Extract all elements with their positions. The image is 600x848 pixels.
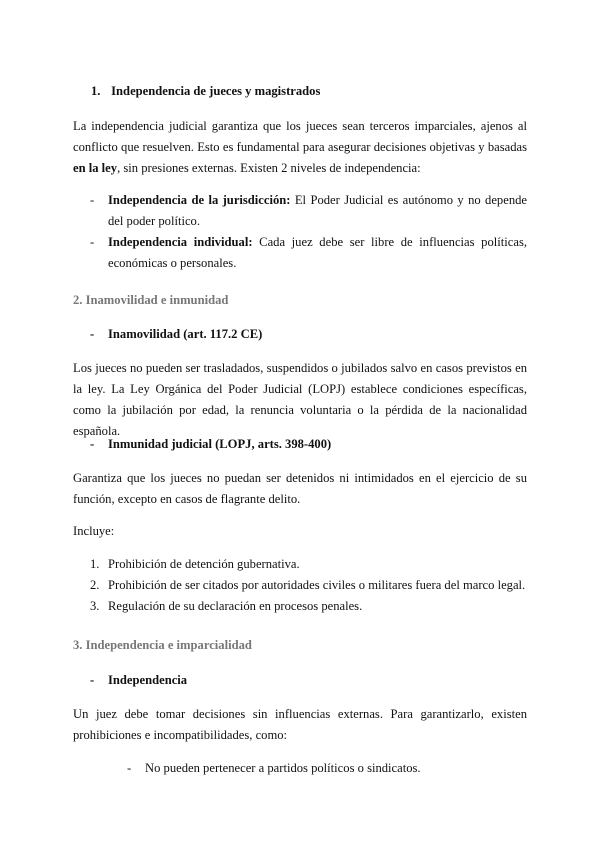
bullet-dash: - xyxy=(90,673,95,687)
bullet-dash: - xyxy=(90,235,95,249)
section-2-heading: 2. Inamovilidad e inmunidad xyxy=(73,293,229,307)
bullet-item-individual xyxy=(90,232,527,274)
section-1-paragraph xyxy=(73,116,527,179)
bullet-dash: - xyxy=(90,437,95,451)
bullet-inmunidad xyxy=(90,434,527,455)
list-number: 1. xyxy=(90,557,100,571)
bullet-label: Inmunidad judicial (LOPJ, arts. 398-400) xyxy=(108,437,332,451)
list-item xyxy=(90,554,527,575)
section-1-title: Independencia de jueces y magistrados xyxy=(111,84,321,98)
paragraph-bold: en la ley xyxy=(73,161,118,175)
list-item xyxy=(90,575,527,596)
list-number: 3. xyxy=(90,599,100,613)
section-1-heading xyxy=(91,81,545,102)
bullet-independencia xyxy=(90,670,527,691)
inmunidad-paragraph: Garantiza que los jueces no puedan ser detenidos ni intimidados en el ejercicio de su función, excepto en casos de flagrante delito. xyxy=(73,471,527,506)
independencia-paragraph: Un juez debe tomar decisiones sin influencias externas. Para garantizarlo, existen prohibiciones e incompatibilidades, como: xyxy=(73,707,527,742)
paragraph-text: , sin presiones externas. Existen 2 niveles de independencia: xyxy=(117,161,421,175)
bullet-dash: - xyxy=(127,761,132,775)
bullet-text: Cada juez debe ser libre de influencias políticas, económicas o personales. xyxy=(108,235,527,270)
list-text: Prohibición de ser citados por autoridades civiles o militares fuera del marco legal. xyxy=(108,578,526,592)
bullet-dash: - xyxy=(90,327,95,341)
bullet-bold: Independencia individual: xyxy=(108,235,253,249)
bullet-text: El Poder Judicial es autónomo y no depende del poder político. xyxy=(108,193,527,228)
section-1-number: 1. xyxy=(91,84,101,98)
bullet-label: Inamovilidad (art. 117.2 CE) xyxy=(108,327,263,341)
list-text: Prohibición de detención gubernativa. xyxy=(108,557,300,571)
list-number: 2. xyxy=(90,578,100,592)
bullet-bold: Independencia de la jurisdicción: xyxy=(108,193,291,207)
section-3-heading: 3. Independencia e imparcialidad xyxy=(73,638,252,652)
list-text: Regulación de su declaración en procesos penales. xyxy=(108,599,363,613)
bullet-dash: - xyxy=(90,193,95,207)
bullet-item-jurisdiccion xyxy=(90,190,527,232)
inamovilidad-paragraph: Los jueces no pueden ser trasladados, suspendidos o jubilados salvo en casos previstos en la ley. La Ley Orgánica del Poder Judicial (LOPJ) establece condiciones específicas, como la jubilación por edad, la renuncia voluntaria o la pérdida de la nacionalidad española. xyxy=(73,361,527,438)
incluye-label: Incluye: xyxy=(73,524,115,538)
bullet-text: No pueden pertenecer a partidos políticos o sindicatos. xyxy=(145,761,421,775)
paragraph-text: La independencia judicial garantiza que los jueces sean terceros imparciales, ajenos al conflicto que resuelven. Esto es fundamental para asegurar decisiones objetivas y basadas xyxy=(73,119,527,154)
sub-bullet-item xyxy=(127,758,527,779)
list-item xyxy=(90,596,527,617)
bullet-inamovilidad xyxy=(90,324,527,345)
bullet-label: Independencia xyxy=(108,673,188,687)
